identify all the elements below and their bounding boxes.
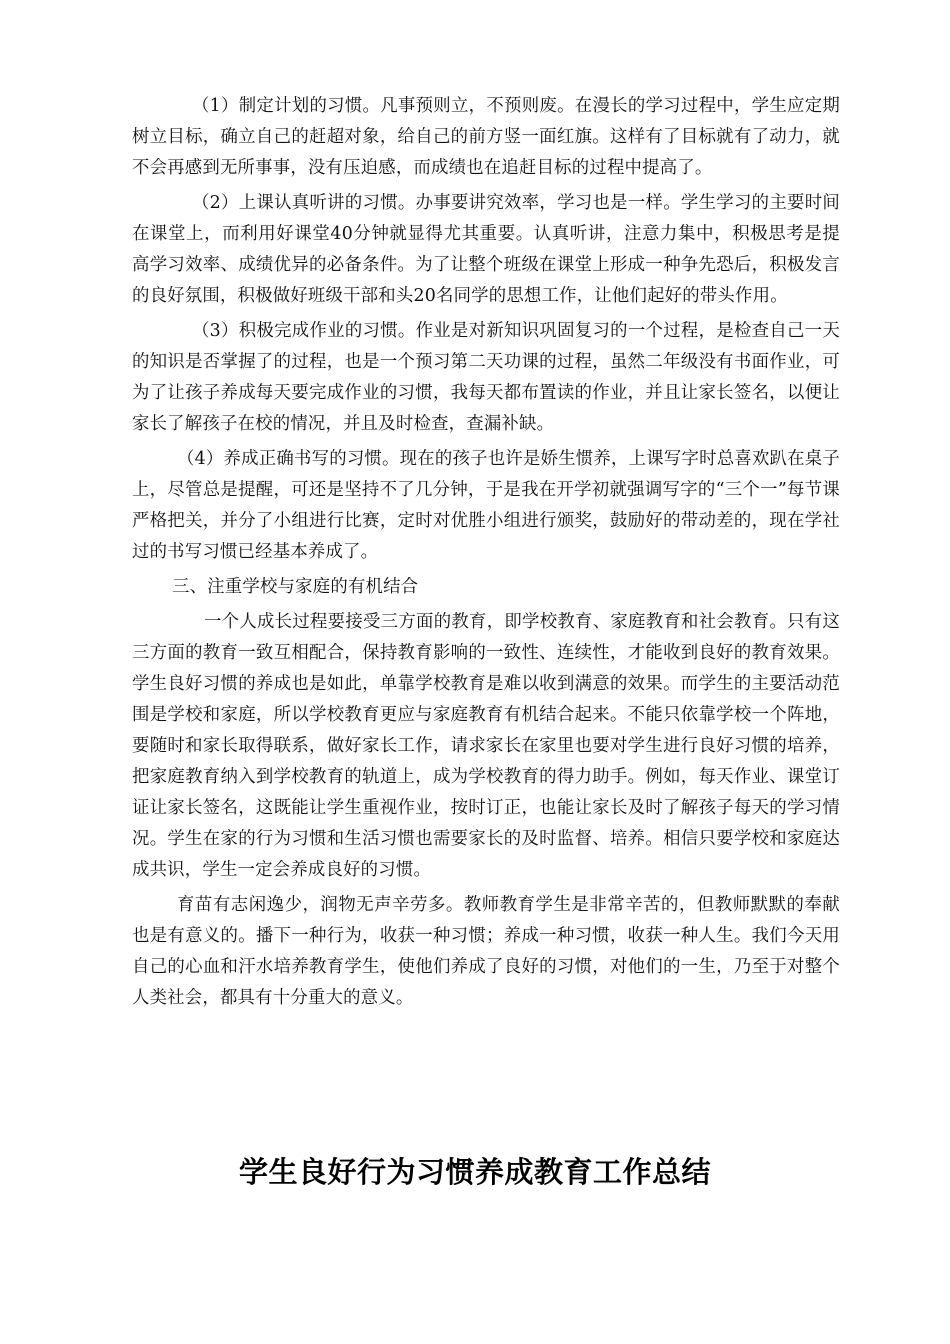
paragraph-writing-habit: （4）养成正确书写的习惯。现在的孩子也许是娇生惯养，上课写字时总喜欢趴在桌子上，尽管总是提醒，可还是坚持不了几分钟，于是我在开学初就强调写字的“三个一”每节课严格把关，并分了小组进行比赛，定时对优胜小组进行颁奖，鼓励好的带动差的，现在学社过的书写习惯已经基本养成了。 [132,449,840,562]
paragraph-homework-habit: （3）积极完成作业的习惯。作业是对新知识巩固复习的一个过程，是检查自己一天的知识是否掌握了的过程，也是一个预习第二天功课的过程，虽然二年级没有书面作业，可为了让孩子养成每天要完成作业的习惯，我每天都布置读的作业，并且让家长签名，以便让家长了解孩子在校的情况，并且及时检查，查漏补缺。 [132,321,840,434]
document-title: 学生良好行为习惯养成教育工作总结 [238,1155,711,1189]
paragraph-school-family: 一个人成长过程要接受三方面的教育，即学校教育、家庭教育和社会教育。只有这三方面的教育一致互相配合，保持教育影响的一致性、连续性，才能收到良好的教育效果。学生良好习惯的养成也是如此，单靠学校教育是难以收到满意的效果。而学生的主要活动范围是学校和家庭，所以学校教育更应与家庭教育有机结合起来。不能只依靠学校一个阵地，要随时和家长取得联系，做好家长工作，请求家长在家里也要对学生进行良好习惯的培养，把家庭教育纳入到学校教育的轨道上，成为学校教育的得力助手。例如，每天作业、课堂订证让家长签名，这既能让学生重视作业，按时订正，也能让家长及时了解孩子每天的学习情况。学生在家的行为习惯和生活习惯也需要家长的及时监督、培养。相信只要学校和家庭达成共识，学生一定会养成良好的习惯。 [132,612,840,880]
paragraph-conclusion: 育苗有志闲逸少，润物无声辛劳多。教师教育学生是非常辛苦的，但教师默默的奉献也是有意义的。播下一种行为，收获一种习惯；养成一种习惯，收获一种人生。我们今天用自己的心血和汗水培养教育学生，使他们养成了良好的习惯，对他们的一生，乃至于对整个人类社会，都具有十分重大的意义。 [132,895,840,1008]
paragraph-listening-habit: （2）上课认真听讲的习惯。办事要讲究效率，学习也是一样。学生学习的主要时间在课堂上，而利用好课堂40分钟就显得尤其重要。认真听讲，注意力集中，积极思考是提高学习效率、成绩优异的必备条件。为了让整个班级在课堂上形成一种争先恐后，积极发言的良好氛围，积极做好班级干部和头20名同学的思想工作，让他们起好的带头作用。 [132,193,840,306]
section-heading-school-family: 三、注重学校与家庭的有机结合 [172,577,419,597]
document-body [132,91,840,1018]
paragraph-planning-habit: （1）制定计划的习惯。凡事预则立，不预则废。在漫长的学习过程中，学生应定期树立目标，确立自己的赶超对象，给自己的前方竖一面红旗。这样有了目标就有了动力，就不会再感到无所事事，没有压迫感，而成绩也在追赶目标的过程中提高了。 [132,96,840,178]
